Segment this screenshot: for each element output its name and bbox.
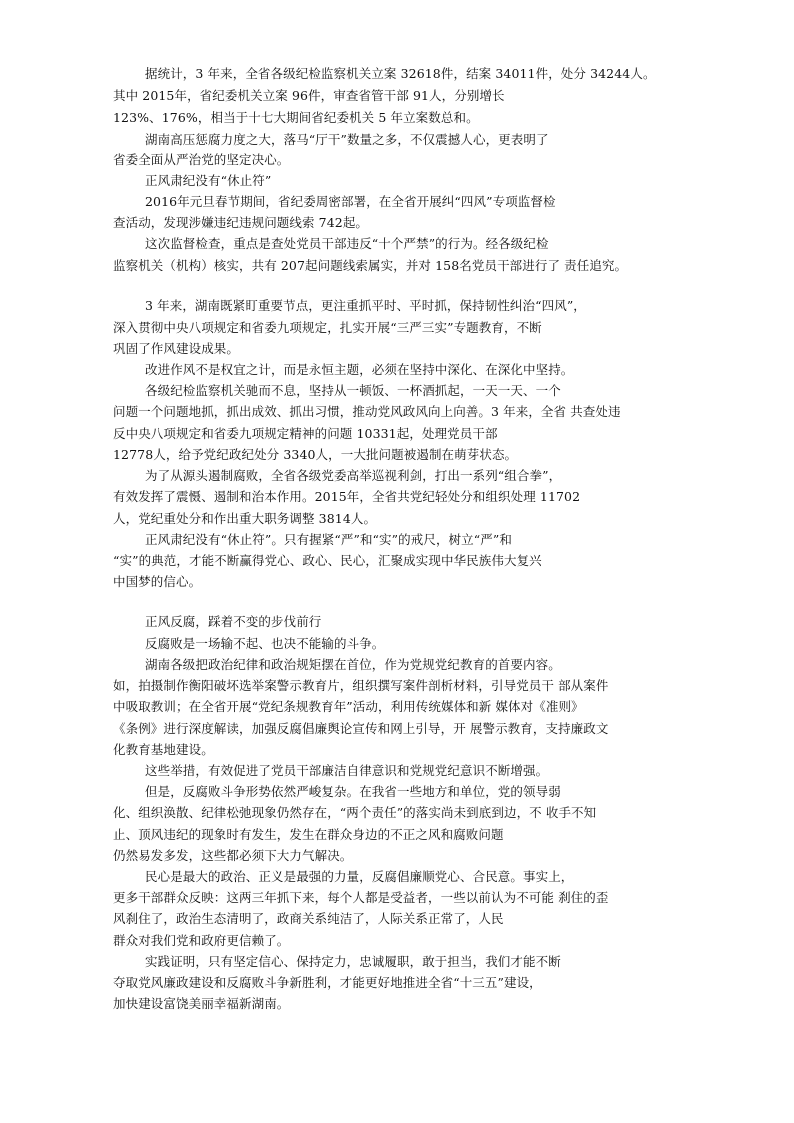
text-line: 湖南各级把政治纪律和政治规矩摆在首位，作为党规党纪教育的首要内容。 [145,657,561,672]
text-line: 更多干部群众反映：这两三年抓下来，每个人都是受益者，一些以前认为不可能 刹住的歪 [113,890,609,905]
text-line: 如，拍摄制作衡阳破坏选举案警示教育片，组织撰写案件剖析材料，引导党员干 部从案件 [113,678,609,693]
text-line: 止、顶风违纪的现象时有发生，发生在群众身边的不正之风和腐败问题 [113,827,504,842]
text-line: 改进作风不是权宜之计，而是永恒主题，必须在坚持中深化、在深化中坚持。 [145,362,574,377]
text-line: 这次监督检查，重点是查处党员干部违反“十个严禁”的行为。经各级纪检 [145,236,549,251]
text-line: 其中 2015年，省纪委机关立案 96件，审查省管干部 91人，分别增长 [113,88,505,103]
section-heading: 正风反腐，踩着不变的步伐前行 [145,614,322,629]
text-line: 民心是最大的政治、正义是最强的力量，反腐倡廉顺党心、合民意。事实上， [145,869,574,884]
text-line: 人，党纪重处分和作出重大职务调整 3814人。 [113,511,377,526]
text-line: 深入贯彻中央八项规定和省委九项规定，扎实开展“三严三实”专题教育，不断 [113,320,542,335]
text-line: 化、组织涣散、纪律松弛现象仍然存在，“两个责任”的落实尚未到底到边，不 收手不知 [113,805,597,820]
text-line: 123%、176%，相当于十七大期间省纪委机关 5 年立案数总和。 [113,110,479,125]
text-line: 群众对我们党和政府更信赖了。 [113,933,290,948]
text-line: 监察机关（机构）核实，共有 207起问题线索属实，并对 158名党员干部进行了 责任追究。 [113,258,628,273]
text-line: 仍然易发多发，这些都必须下大力气解决。 [113,848,353,863]
text-line: 据统计，3 年来，全省各级纪检监察机关立案 32618件，结案 34011件，处分 34244人。 [145,66,656,81]
text-line: 有效发挥了震慑、遏制和治本作用。2015年，全省共党纪轻处分和组织处理 11702 [113,489,581,504]
text-line: 这些举措，有效促进了党员干部廉洁自律意识和党规党纪意识不断增强。 [145,763,549,778]
text-line: 省委全面从严治党的坚定决心。 [113,152,290,167]
text-line: 风刹住了，政治生态清明了，政商关系纯洁了，人际关系正常了，人民 [113,911,504,926]
text-line: 夺取党风廉政建设和反腐败斗争新胜利，才能更好地推进全省“十三五”建设， [113,975,542,990]
text-line: 各级纪检监察机关驰而不息，坚持从一顿饭、一杯酒抓起，一天一天、一个 [145,383,561,398]
text-line: 反腐败是一场输不起、也决不能输的斗争。 [145,636,385,651]
text-line: 加快建设富饶美丽幸福新湖南。 [113,996,290,1011]
text-line: 为了从源头遏制腐败，全省各级党委高举巡视利剑，打出一系列“组合拳”， [145,468,562,483]
text-line: 问题一个问题地抓，抓出成效、抓出习惯，推动党风政风向上向善。3 年来，全省 共查处违 [113,404,621,419]
text-line: 3 年来，湖南既紧盯重要节点，更注重抓平时、平时抓，保持韧性纠治“四风”， [145,298,586,313]
text-line: 但是，反腐败斗争形势依然严峻复杂。在我省一些地方和单位，党的领导弱 [145,784,561,799]
text-line: 湖南高压惩腐力度之大，落马“厅干”数量之多，不仅震撼人心，更表明了 [145,132,549,147]
text-line: “实”的典范，才能不断赢得党心、政心、民心，汇聚成实现中华民族伟大复兴 [113,553,542,568]
text-line: 中吸取教训；在全省开展“党纪条规教育年”活动，利用传统媒体和新 媒体对《准则》 [113,699,584,714]
text-line: 巩固了作风建设成果。 [113,341,240,356]
text-line: 实践证明，只有坚定信心、保持定力，忠诚履职，敢于担当，我们才能不断 [145,954,561,969]
text-line: 正风肃纪没有“休止符”。只有握紧“严”和“实”的戒尺，树立“严”和 [145,532,512,547]
text-line: 反中央八项规定和省委九项规定精神的问题 10331起，处理党员干部 [113,426,498,441]
text-line: 2016年元旦春节期间，省纪委周密部署，在全省开展纠“四风”专项监督检 [145,194,556,209]
text-line: 化教育基地建设。 [113,742,214,757]
text-line: 《条例》进行深度解读，加强反腐倡廉舆论宣传和网上引导，开 展警示教育，支持廉政文 [113,721,609,736]
section-heading: 正风肃纪没有“休止符” [145,173,272,188]
text-line: 查活动，发现涉嫌违纪违规问题线索 742起。 [113,215,369,230]
text-line: 12778人，给予党纪政纪处分 3340人，一大批问题被遏制在萌芽状态。 [113,447,518,462]
text-line: 中国梦的信心。 [113,574,202,589]
